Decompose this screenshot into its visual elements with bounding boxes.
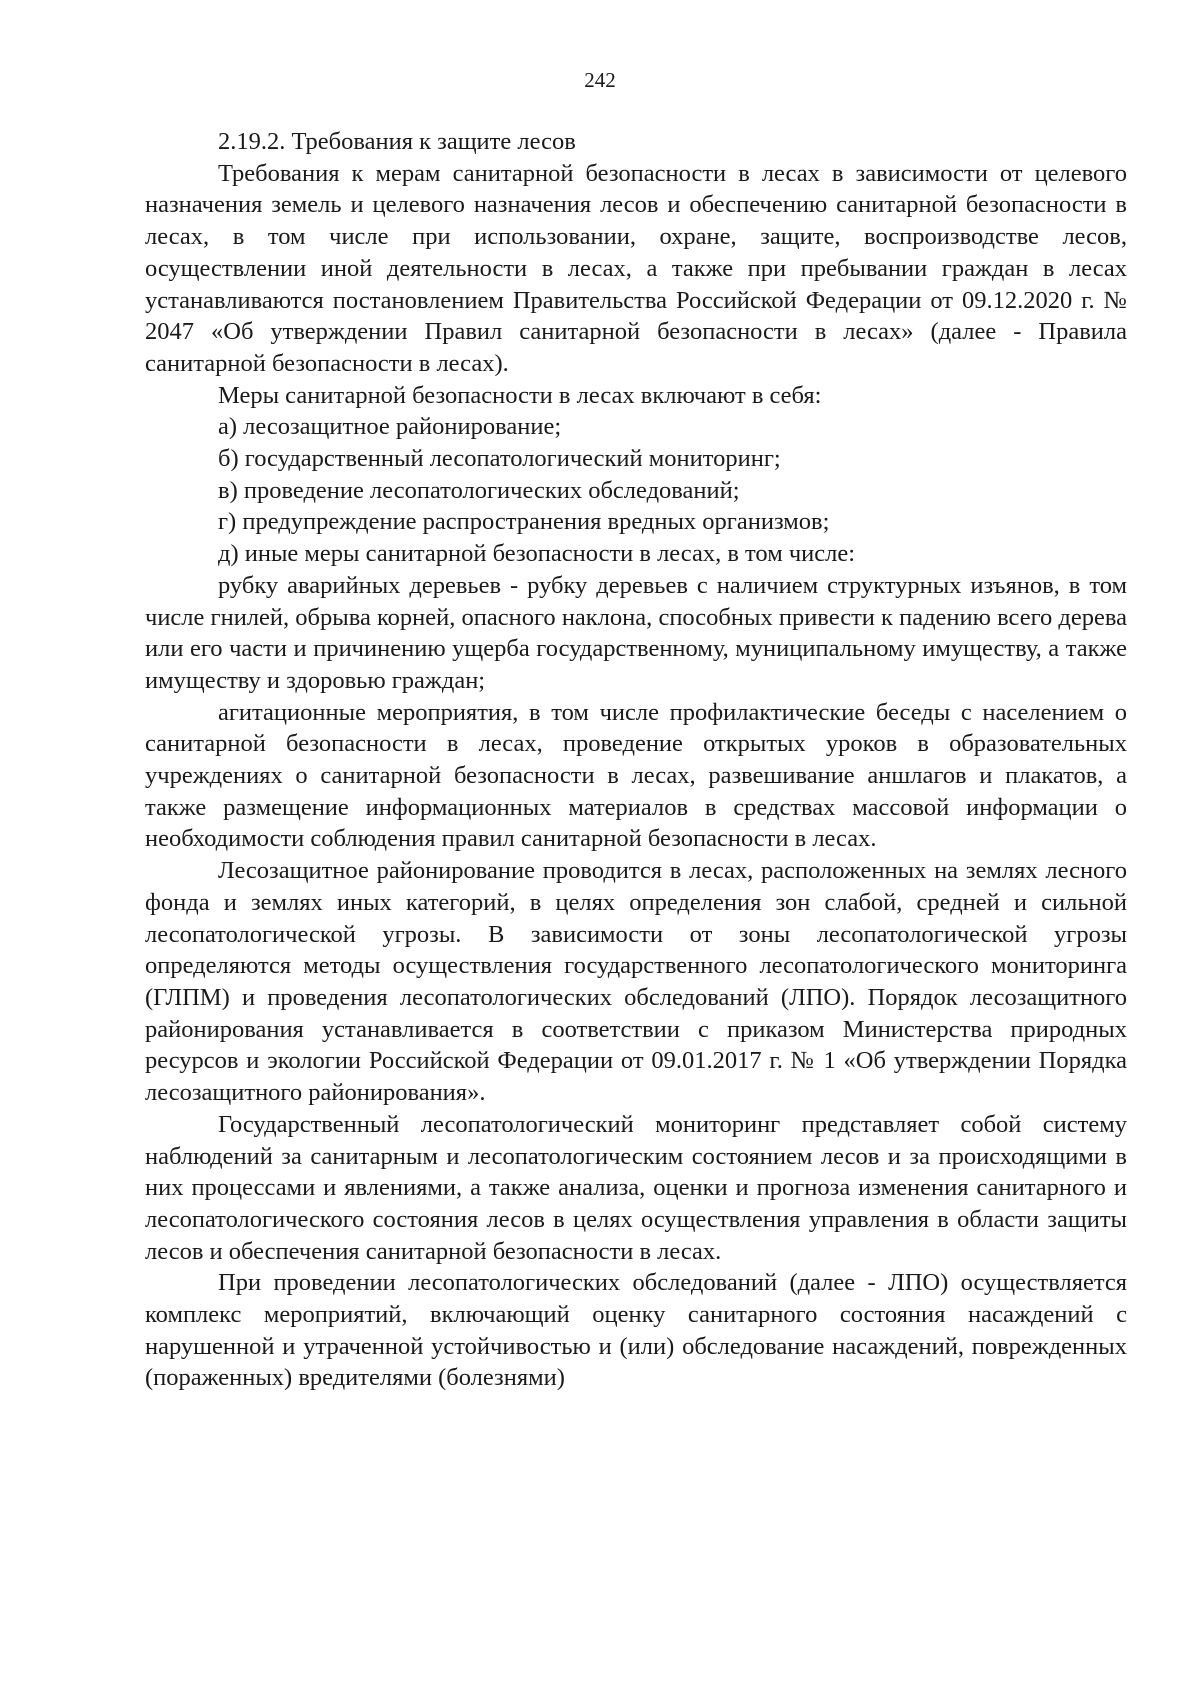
list-item-v: в) проведение лесопатологических обследований;	[218, 476, 740, 504]
section-heading: 2.19.2. Требования к защите лесов	[218, 128, 576, 155]
document-body	[145, 126, 1127, 1394]
paragraph-surveys: При проведении лесопатологических обследований (далее - ЛПО) осуществляется комплекс мероприятий, включающий оценку санитарного состояния насаждений с нарушенной и утраченной устойчивостью и (или) обследование насаждений, поврежденных (пораженных) вредителями (болезнями)	[145, 1269, 1127, 1392]
paragraph-monitoring: Государственный лесопатологический мониторинг представляет собой систему наблюдений за санитарным и лесопатологическим состоянием лесов и за происходящими в них процессами и явлениями, а также анализа, оценки и прогноза изменения санитарного и лесопатологического состояния лесов в целях осуществления управления в области защиты лесов и обеспечения санитарной безопасности в лесах.	[145, 1110, 1127, 1265]
page-number: 242	[584, 68, 616, 92]
list-item-d: д) иные меры санитарной безопасности в лесах, в том числе:	[218, 540, 856, 568]
list-item-g: г) предупреждение распространения вредных организмов;	[218, 508, 830, 536]
paragraph-zoning: Лесозащитное районирование проводится в лесах, расположенных на землях лесного фонда и землях иных категорий, в целях определения зон слабой, средней и сильной лесопатологической угрозы. В зависимости от зоны лесопатологической угрозы определяются методы осуществления государственного лесопатологического мониторинга (ГЛПМ) и проведения лесопатологических обследований (ЛПО). Порядок лесозащитного районирования устанавливается в соответствии с приказом Министерства природных ресурсов и экологии Российской Федерации от 09.01.2017 г. № 1 «Об утверждении Порядка лесозащитного районирования».	[145, 857, 1127, 1107]
list-item-a: а) лесозащитное районирование;	[218, 413, 562, 441]
paragraph-measures-intro: Меры санитарной безопасности в лесах включают в себя:	[218, 381, 822, 409]
list-item-b: б) государственный лесопатологический мониторинг;	[218, 445, 781, 473]
paragraph-sanitary-requirements: Требования к мерам санитарной безопасности в лесах в зависимости от целевого назначения земель и целевого назначения лесов и обеспечению санитарной безопасности в лесах, в том числе при использовании, охране, защите, воспроизводстве лесов, осуществлении иной деятельности в лесах, а также при пребывании граждан в лесах устанавливаются постановлением Правительства Российской Федерации от 09.12.2020 г. № 2047 «Об утверждении Правил санитарной безопасности в лесах» (далее - Правила санитарной безопасности в лесах).	[145, 159, 1127, 377]
paragraph-emergency-felling: рубку аварийных деревьев - рубку деревьев с наличием структурных изъянов, в том числе гнилей, обрыва корней, опасного наклона, способных привести к падению всего дерева или его части и причинению ущерба государственному, муниципальному имуществу, а также имуществу и здоровью граждан;	[145, 571, 1127, 694]
paragraph-campaign-measures: агитационные мероприятия, в том числе профилактические беседы с населением о санитарной безопасности в лесах, проведение открытых уроков в образовательных учреждениях о санитарной безопасности в лесах, развешивание аншлагов и плакатов, а также размещение информационных материалов в средствах массовой информации о необходимости соблюдения правил санитарной безопасности в лесах.	[145, 698, 1127, 853]
